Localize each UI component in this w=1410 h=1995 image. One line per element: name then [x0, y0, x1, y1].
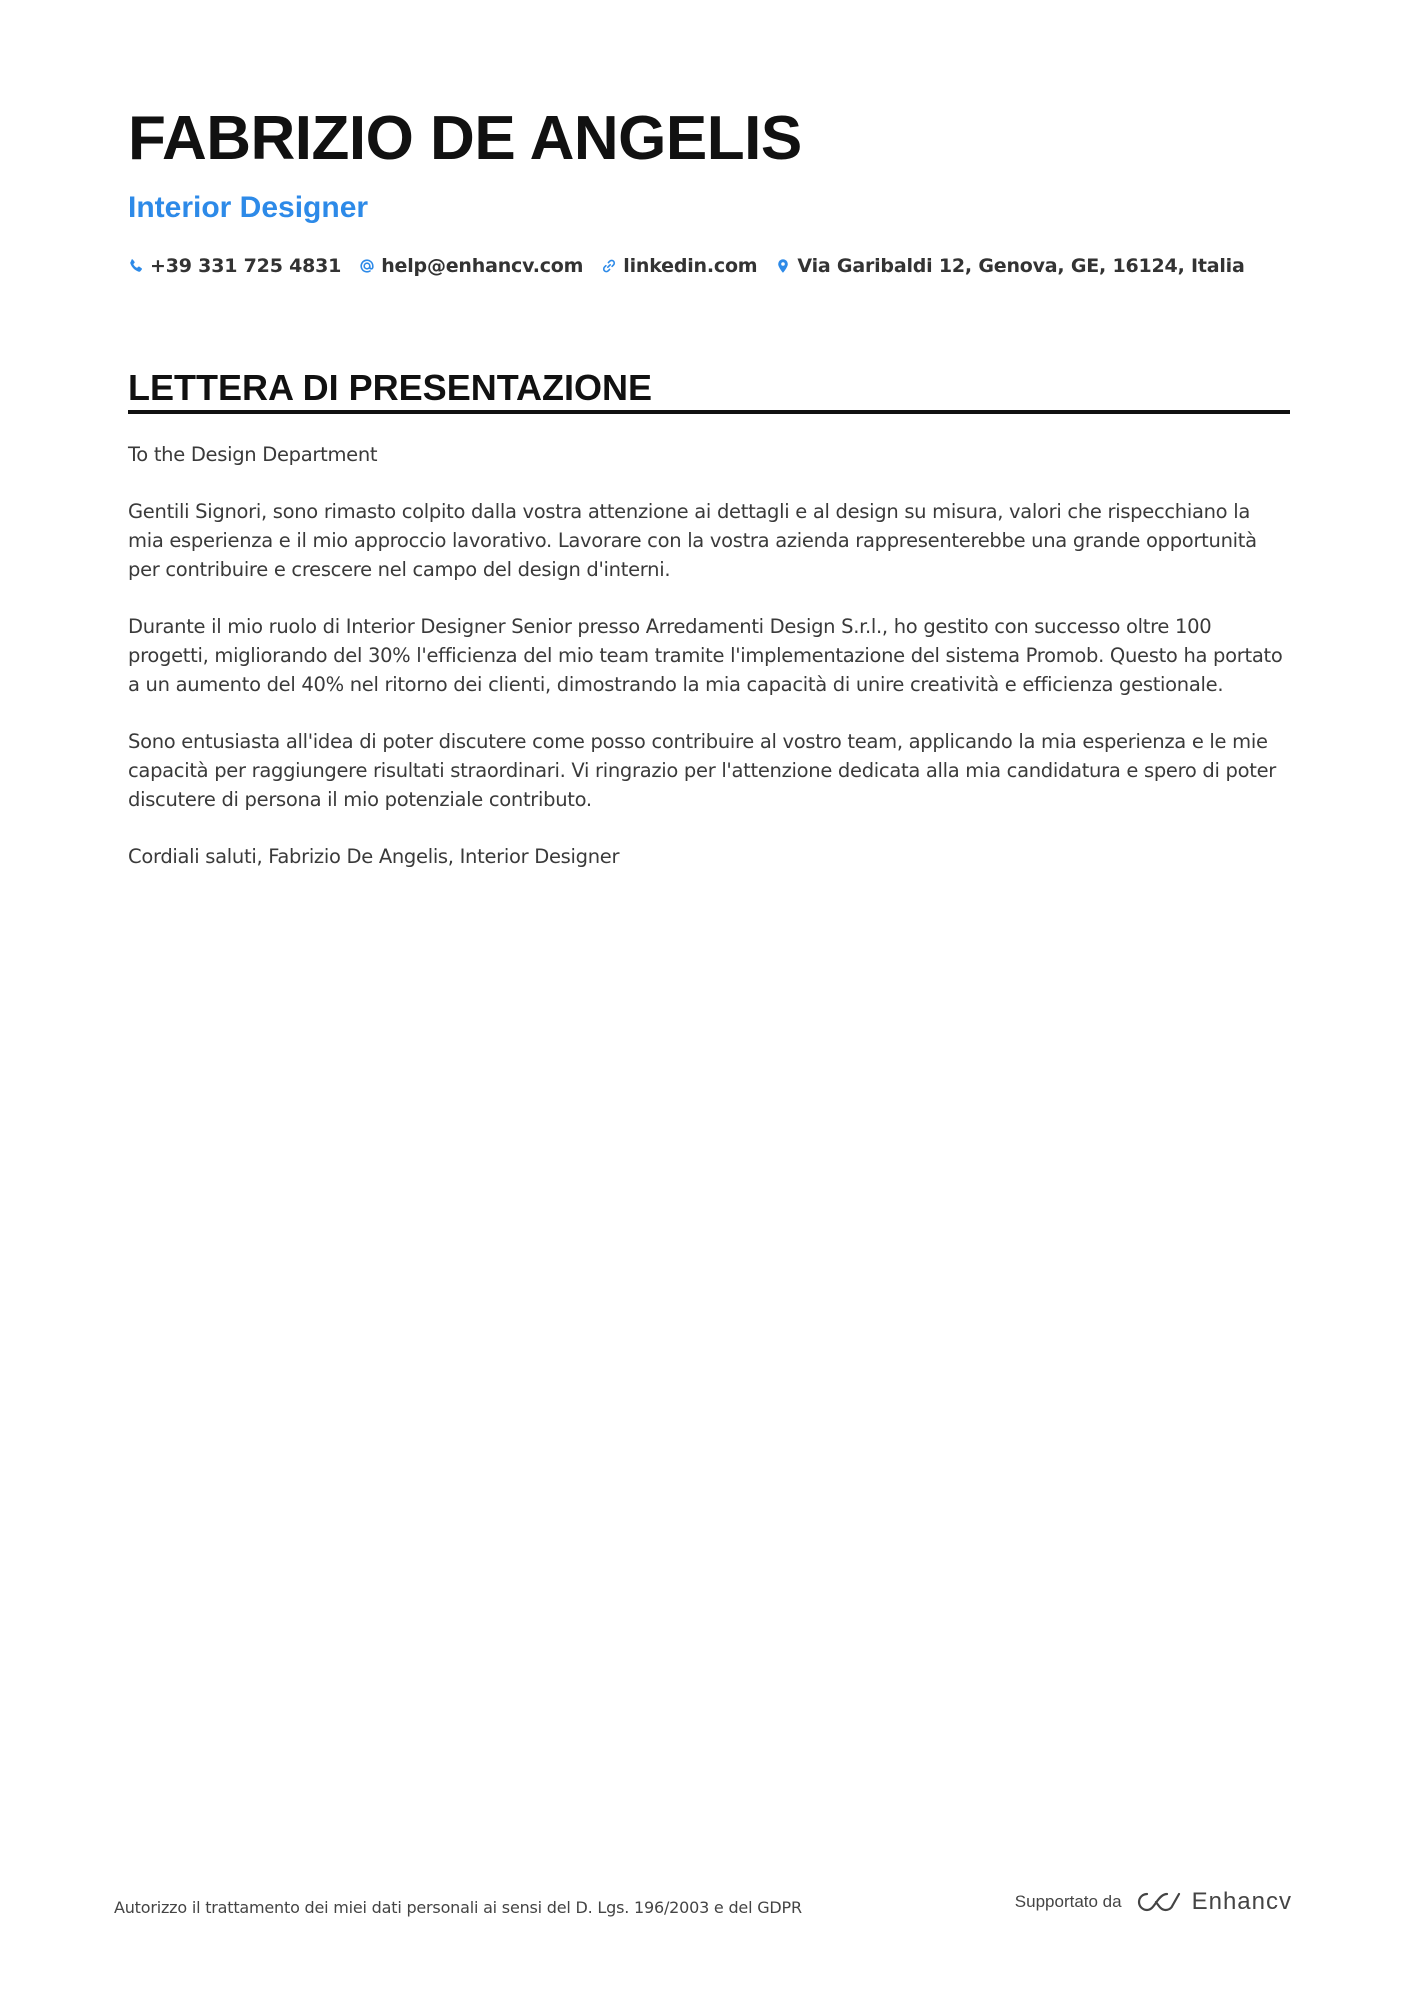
contact-bar [128, 255, 1263, 277]
candidate-name: FABRIZIO DE ANGELIS [128, 104, 802, 173]
location-pin-icon [775, 258, 791, 274]
contact-address-text: Via Garibaldi 12, Genova, GE, 16124, Italia [797, 255, 1245, 277]
letter-body [128, 440, 1290, 899]
enhancv-logo-text: Enhancv [1191, 1888, 1292, 1915]
contact-address [775, 255, 1244, 277]
letter-paragraph: Sono entusiasta all'idea di poter discutere come posso contribuire al vostro team, applicando la mia esperienza e le mie capacità per raggiungere risultati straordinari. Vi ringrazio per l'attenzione dedicata alla mia candidatura e spero di poter discutere di persona il mio potenziale contributo. [128, 730, 1276, 811]
supported-by-label: Supportato da [1014, 1892, 1122, 1911]
footer-brand[interactable] [1015, 1888, 1292, 1916]
link-icon [601, 258, 617, 274]
section-divider [128, 410, 1290, 414]
contact-linkedin[interactable] [601, 255, 757, 277]
contact-email[interactable] [359, 255, 583, 277]
letter-closing: Cordiali saluti, Fabrizio De Angelis, Interior Designer [128, 845, 620, 868]
contact-phone-text: +39 331 725 4831 [150, 255, 342, 277]
enhancv-logo-icon [1134, 1889, 1182, 1915]
at-icon [359, 258, 375, 274]
section-title: LETTERA DI PRESENTAZIONE [128, 367, 653, 408]
letter-paragraph: Durante il mio ruolo di Interior Designer Senior presso Arredamenti Design S.r.l., ho gestito con successo oltre 100 progetti, migliorando del 30% l'efficienza del mio team tramite l'implementazione del sistema Promob. Questo ha portato a un aumento del 40% nel ritorno dei clienti, dimostrando la mia capacità di unire creatività e efficienza gestionale. [128, 615, 1283, 696]
phone-icon [128, 258, 144, 274]
contact-email-text: help@enhancv.com [381, 255, 584, 277]
candidate-role: Interior Designer [128, 191, 369, 224]
letter-paragraph: Gentili Signori, sono rimasto colpito dalla vostra attenzione ai dettagli e al design su misura, valori che rispecchiano la mia esperienza e il mio approccio lavorativo. Lavorare con la vostra azienda rappresenterebbe una grande opportunità per contribuire e crescere nel campo del design d'interni. [128, 500, 1257, 581]
contact-linkedin-text: linkedin.com [623, 255, 758, 277]
contact-phone[interactable] [128, 255, 341, 277]
footer-consent: Autorizzo il trattamento dei miei dati personali ai sensi del D. Lgs. 196/2003 e del GDPR [114, 1898, 802, 1917]
letter-salutation: To the Design Department [128, 443, 378, 466]
